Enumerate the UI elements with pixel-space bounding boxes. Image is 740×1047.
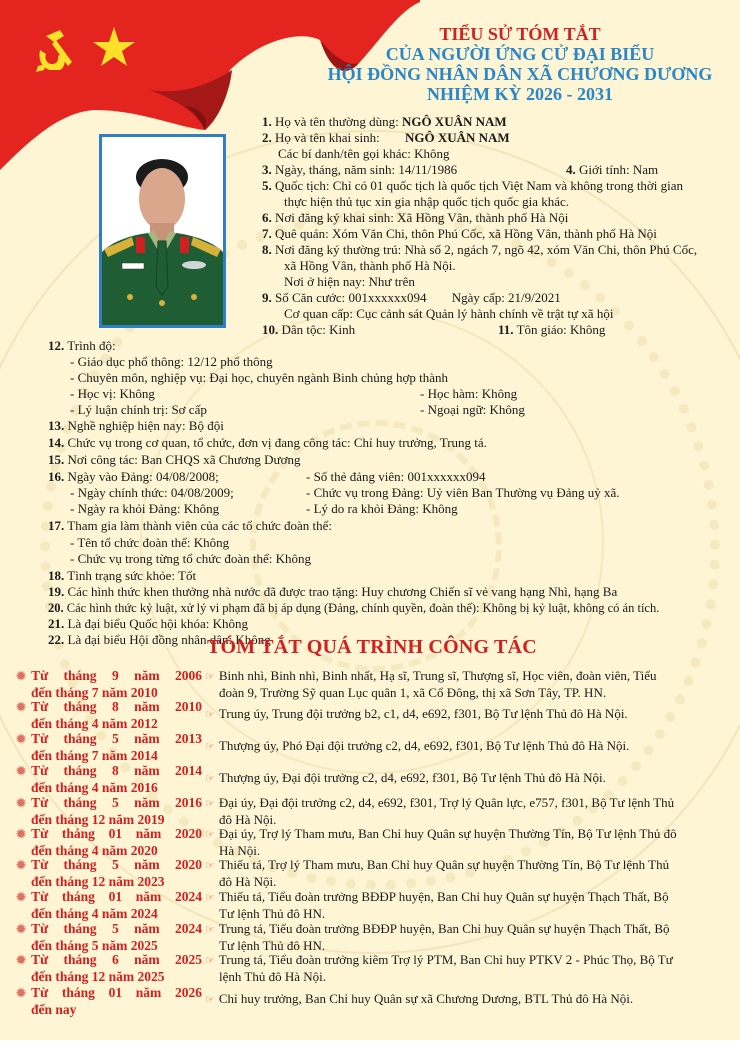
field-discipline — [48, 600, 659, 616]
field-number: 11. — [498, 322, 514, 337]
pointing-hand-icon: ☞ — [205, 671, 215, 683]
career-section-title: TÓM TẮT QUÁ TRÌNH CÔNG TÁC — [207, 636, 537, 658]
career-period — [16, 699, 202, 731]
field-number: 18. — [48, 568, 65, 583]
field-organizations — [48, 518, 332, 534]
career-from-part: 2020 — [174, 826, 202, 841]
career-from-part: tháng — [63, 763, 97, 778]
field-hometown — [262, 226, 657, 242]
career-description — [205, 921, 715, 954]
career-description-line: Thiếu tá, Tiểu đoàn trưởng BĐĐP huyện, Ban Chỉ huy Quân sự huyện Thạch Thất, Bộ — [218, 889, 669, 904]
field-number: 22. — [48, 632, 65, 647]
field-number: 19. — [48, 584, 65, 599]
career-period-from — [16, 985, 202, 1002]
career-from-part: tháng — [63, 668, 97, 683]
career-description — [205, 795, 715, 828]
career-description-line: Tư lệnh Thủ đô HN. — [219, 938, 326, 953]
field-label: Dân tộc: Kinh — [281, 322, 356, 337]
career-from-part: 2014 — [174, 763, 202, 778]
field-current-residence: Nơi ở hiện nay: Như trên — [284, 274, 415, 289]
career-period-from — [16, 795, 202, 812]
career-from-part: năm — [135, 826, 162, 841]
qual-degree: - Học vị: Không — [70, 386, 155, 401]
career-from-part: 01 — [108, 889, 123, 904]
career-description — [205, 738, 715, 755]
career-from-part: năm — [134, 763, 160, 778]
field-nationality — [262, 178, 683, 194]
career-description-line: Thiếu tá, Trợ lý Tham mưu, Ban Chỉ huy Quân sự huyện Thường Tín, Bộ Tư lệnh Thủ — [218, 857, 670, 872]
pointing-hand-icon: ☞ — [205, 955, 215, 967]
qual-general-education: - Giáo dục phổ thông: 12/12 phổ thông — [70, 354, 273, 369]
field-date-of-birth — [262, 162, 457, 178]
career-from-part: năm — [134, 668, 160, 683]
career-description-line: Trung tá, Tiểu đoàn trưởng BĐĐP huyện, Ban Chỉ huy Quân sự huyện Thạch Thất, Bộ — [218, 921, 670, 936]
field-ethnicity — [262, 322, 355, 338]
snowflake-star-icon: ✹ — [16, 858, 27, 872]
title-line-3: HỘI ĐỒNG NHÂN DÂN XÃ CHƯƠNG DƯƠNG — [327, 64, 713, 84]
career-period-to: đến tháng 4 năm 2020 — [31, 842, 158, 858]
career-period — [16, 763, 202, 795]
career-from-part: 01 — [108, 985, 123, 1000]
field-label: Nơi đăng ký khai sinh: Xã Hồng Vân, thành phố Hà Nội — [275, 210, 569, 225]
field-number: 2. — [262, 130, 272, 145]
field-number: 13. — [48, 418, 65, 433]
career-description-line: đoàn 9, Trường Sỹ quan Lục quân 1, xã Cổ Đông, thị xã Sơn Tây, TP. HN. — [219, 685, 607, 700]
career-from-part: năm — [134, 857, 160, 872]
snowflake-star-icon: ✹ — [16, 796, 27, 810]
field-number: 21. — [48, 616, 65, 631]
field-label: Nơi đăng ký thường trú: Nhà số 2, ngách 7, ngõ 42, xóm Văn Chi, thôn Phú Cốc, — [275, 242, 698, 257]
field-nationality-cont: thực hiện thủ tục xin gia nhập quốc tịch quốc gia khác. — [284, 194, 570, 209]
career-from-word: Từ — [31, 731, 49, 746]
title-line-4: NHIỆM KỲ 2026 - 2031 — [427, 84, 613, 104]
career-description-line: Chỉ huy trưởng, Ban Chỉ huy Quân sự xã Chương Dương, BTL Thủ đô Hà Nội. — [218, 991, 634, 1006]
field-common-name — [262, 114, 507, 130]
career-from-word: Từ — [31, 668, 49, 683]
snowflake-star-icon: ✹ — [16, 827, 27, 841]
career-from-part: 5 — [111, 857, 119, 872]
career-description-line: Hà Nội. — [219, 843, 261, 858]
career-from-word: Từ — [31, 952, 49, 967]
pointing-hand-icon: ☞ — [205, 924, 215, 936]
career-description — [205, 857, 715, 890]
field-number: 6. — [262, 210, 272, 225]
career-from-part: tháng — [61, 889, 95, 904]
career-from-part: 2016 — [174, 795, 202, 810]
field-label: Quốc tịch: Chỉ có 01 quốc tịch là quốc tịch Việt Nam và không trong thời gian — [275, 178, 684, 193]
common-name-value: NGÔ XUÂN NAM — [401, 114, 507, 129]
field-number: 8. — [262, 242, 272, 257]
field-id-card — [262, 290, 561, 306]
career-period — [16, 985, 202, 1017]
career-description — [205, 706, 715, 723]
career-period — [16, 921, 202, 953]
pointing-hand-icon: ☞ — [205, 709, 215, 721]
pointing-hand-icon: ☞ — [205, 741, 215, 753]
field-permanent-residence-cont: xã Hồng Vân, thành phố Hà Nội. — [284, 258, 456, 273]
field-number: 3. — [262, 162, 272, 177]
field-label: Giới tính: Nam — [579, 162, 659, 177]
field-gender — [566, 162, 658, 178]
career-description-line: Đại úy, Trợ lý Tham mưu, Ban Chỉ huy Quân sự huyện Thường Tín, Bộ Tư lệnh Thủ đô — [218, 826, 677, 841]
career-period — [16, 668, 202, 700]
career-from-part: tháng — [63, 952, 97, 967]
career-from-part: năm — [134, 952, 160, 967]
career-period-to: đến tháng 4 năm 2024 — [31, 905, 158, 921]
career-from-word: Từ — [31, 921, 49, 936]
field-number: 7. — [262, 226, 272, 241]
snowflake-star-icon: ✹ — [16, 922, 27, 936]
career-description-line: đô Hà Nội. — [219, 874, 277, 889]
field-label: Số Căn cước: 001xxxxxx094 — [275, 290, 427, 305]
career-from-part: tháng — [61, 985, 95, 1000]
career-period — [16, 795, 202, 827]
pointing-hand-icon: ☞ — [205, 860, 215, 872]
career-period-to: đến nay — [31, 1001, 77, 1017]
field-occupation — [48, 418, 224, 434]
career-period — [16, 857, 202, 889]
party-card-number: - Số thẻ đảng viên: 001xxxxxx094 — [306, 469, 486, 484]
career-period — [16, 731, 202, 763]
field-position — [48, 435, 487, 451]
career-period-from — [16, 857, 202, 874]
qual-specialty: - Chuyên môn, nghiệp vụ: Đại học, chuyên ngành Binh chủng hợp thành — [70, 370, 449, 385]
snowflake-star-icon: ✹ — [16, 986, 27, 1000]
career-from-part: 5 — [111, 731, 119, 746]
career-from-part: tháng — [63, 731, 97, 746]
field-permanent-residence — [262, 242, 697, 258]
field-number: 20. — [48, 601, 64, 615]
career-description — [205, 668, 715, 701]
field-label: Trình độ: — [67, 338, 116, 353]
career-description — [205, 952, 715, 985]
career-from-part: 2024 — [174, 889, 202, 904]
field-label: Ngày, tháng, năm sinh: 14/11/1986 — [275, 162, 458, 177]
title-line-2: CỦA NGƯỜI ỨNG CỬ ĐẠI BIỂU — [385, 44, 655, 64]
pointing-hand-icon: ☞ — [205, 773, 215, 785]
id-issue-date: Ngày cấp: 21/9/2021 — [451, 290, 561, 305]
career-from-part: tháng — [63, 921, 97, 936]
career-period — [16, 889, 202, 921]
career-from-word: Từ — [31, 699, 49, 714]
career-from-part: tháng — [63, 857, 97, 872]
career-period-to: đến tháng 7 năm 2014 — [31, 747, 158, 763]
field-label: Là đại biểu Hội đồng nhân dân: Không — [67, 632, 271, 647]
pointing-hand-icon: ☞ — [205, 798, 215, 810]
career-description-line: Trung úy, Trung đội trưởng b2, c1, d4, e692, f301, Bộ Tư lệnh Thủ đô Hà Nội. — [218, 706, 628, 721]
career-period — [16, 826, 202, 858]
career-from-word: Từ — [31, 795, 49, 810]
career-from-word: Từ — [31, 985, 49, 1000]
title-line-1: TIỂU SỬ TÓM TẮT — [439, 24, 601, 44]
career-from-part: 2006 — [174, 668, 202, 683]
field-birth-name — [262, 130, 510, 146]
party-left-reason: - Lý do ra khỏi Đảng: Không — [306, 501, 458, 516]
career-period-to: đến tháng 5 năm 2025 — [31, 937, 158, 953]
career-period-from — [16, 826, 202, 843]
field-number: 9. — [262, 290, 272, 305]
field-label: Các hình thức kỷ luật, xử lý vi phạm đã bị áp dụng (Đảng, chính quyền, đoàn thể): Không bị kỷ luật, không có án tích. — [66, 601, 660, 615]
field-number: 4. — [566, 162, 576, 177]
career-from-part: 2024 — [174, 921, 202, 936]
career-from-part: năm — [135, 985, 162, 1000]
birth-name-value: NGÔ XUÂN NAM — [404, 130, 510, 145]
career-period-to: đến tháng 12 năm 2023 — [31, 873, 165, 889]
qual-academic-title: - Học hàm: Không — [420, 386, 518, 401]
career-period-from — [16, 763, 202, 780]
career-from-word: Từ — [31, 763, 49, 778]
field-label: Nghề nghiệp hiện nay: Bộ đội — [67, 418, 224, 433]
snowflake-star-icon: ✹ — [16, 700, 27, 714]
career-description — [205, 770, 715, 787]
candidate-portrait-photo — [99, 134, 226, 328]
organization-name: - Tên tổ chức đoàn thể: Không — [70, 535, 230, 550]
career-from-part: năm — [134, 731, 160, 746]
career-period-to: đến tháng 12 năm 2025 — [31, 968, 165, 984]
career-from-part: tháng — [63, 795, 97, 810]
pointing-hand-icon: ☞ — [205, 829, 215, 841]
career-from-part: 8 — [111, 699, 119, 714]
field-label: Quê quán: Xóm Văn Chi, thôn Phú Cốc, xã Hồng Vân, thành phố Hà Nội — [275, 226, 657, 241]
field-number: 15. — [48, 452, 65, 467]
career-description — [205, 889, 715, 922]
field-health — [48, 568, 196, 584]
snowflake-star-icon: ✹ — [16, 669, 27, 683]
career-period-from — [16, 889, 202, 906]
career-from-part: 2026 — [174, 985, 202, 1000]
field-label: Nơi công tác: Ban CHQS xã Chương Dương — [67, 452, 301, 467]
career-from-part: 2020 — [174, 857, 202, 872]
field-label: Họ và tên thường dùng: — [275, 114, 402, 129]
career-from-part: 2025 — [174, 952, 202, 967]
field-number: 10. — [262, 322, 279, 337]
field-workplace — [48, 452, 300, 468]
field-label: Các hình thức khen thưởng nhà nước đã được trao tặng: Huy chương Chiến sĩ vẻ vang hạng Nhì, hạng Ba — [67, 584, 618, 599]
career-description-line: lệnh Thủ đô Hà Nội. — [219, 969, 326, 984]
field-number: 17. — [48, 518, 65, 533]
career-from-word: Từ — [31, 889, 49, 904]
career-from-word: Từ — [31, 857, 49, 872]
career-description-line: Thượng úy, Phó Đại đội trưởng c2, d4, e692, f301, Bộ Tư lệnh Thủ đô Hà Nội. — [218, 738, 630, 753]
career-from-part: 2010 — [174, 699, 202, 714]
career-period-to: đến tháng 12 năm 2019 — [31, 811, 165, 827]
career-period-to: đến tháng 7 năm 2010 — [31, 684, 158, 700]
pointing-hand-icon: ☞ — [205, 892, 215, 904]
field-awards — [48, 584, 617, 600]
snowflake-star-icon: ✹ — [16, 890, 27, 904]
career-description-line: Đại úy, Đại đội trưởng c2, d4, e692, f301, Trợ lý Quân lực, e757, f301, Bộ Tư lệnh Thủ — [218, 795, 675, 810]
party-role: - Chức vụ trong Đảng: Uỷ viên Ban Thường vụ Đảng uỷ xã. — [306, 485, 620, 500]
field-label: Là đại biểu Quốc hội khóa: Không — [67, 616, 249, 631]
field-number: 14. — [48, 435, 65, 450]
career-period-to: đến tháng 4 năm 2016 — [31, 779, 158, 795]
field-label: Họ và tên khai sinh: — [275, 130, 380, 145]
field-aliases: Các bí danh/tên gọi khác: Không — [278, 146, 450, 161]
career-description-line: Trung tá, Tiểu đoàn trưởng kiêm Trợ lý PTM, Ban Chỉ huy PTKV 2 - Phúc Thọ, Bộ Tư — [218, 952, 673, 967]
career-from-part: 5 — [111, 795, 119, 810]
career-period-from — [16, 699, 202, 716]
career-from-part: năm — [134, 795, 160, 810]
qual-foreign-language: - Ngoại ngữ: Không — [420, 402, 525, 417]
pointing-hand-icon: ☞ — [205, 994, 215, 1006]
field-national-assembly — [48, 616, 248, 632]
field-party-join-date — [48, 469, 219, 485]
career-from-part: 8 — [111, 763, 119, 778]
career-period-from — [16, 668, 202, 685]
field-label: Tình trạng sức khỏe: Tốt — [67, 568, 197, 583]
snowflake-star-icon: ✹ — [16, 732, 27, 746]
field-label: Ngày vào Đảng: 04/08/2008; — [67, 469, 219, 484]
career-description — [205, 826, 715, 859]
organization-role: - Chức vụ trong từng tổ chức đoàn thể: Không — [70, 551, 312, 566]
field-label: Tôn giáo: Không — [516, 322, 606, 337]
field-number: 5. — [262, 178, 272, 193]
career-from-part: 01 — [108, 826, 123, 841]
party-left-date: - Ngày ra khỏi Đảng: Không — [70, 501, 220, 516]
field-qualifications — [48, 338, 116, 354]
career-period-to: đến tháng 4 năm 2012 — [31, 715, 158, 731]
field-religion — [498, 322, 605, 338]
career-description-line: Binh nhì, Binh nhì, Binh nhất, Hạ sĩ, Trung sĩ, Thượng sĩ, Học viên, đoàn viên, Tiểu — [218, 668, 657, 683]
field-birth-registration — [262, 210, 568, 226]
field-number: 1. — [262, 114, 272, 129]
snowflake-star-icon: ✹ — [16, 764, 27, 778]
qual-political-theory: - Lý luận chính trị: Sơ cấp — [70, 402, 207, 417]
career-period — [16, 952, 202, 984]
career-description — [205, 991, 715, 1008]
snowflake-star-icon: ✹ — [16, 953, 27, 967]
career-description-line: Tư lệnh Thủ đô HN. — [219, 906, 326, 921]
portrait-image — [102, 137, 223, 325]
career-from-part: năm — [134, 699, 160, 714]
field-number: 16. — [48, 469, 65, 484]
career-from-part: 2013 — [174, 731, 202, 746]
field-label: Chức vụ trong cơ quan, tổ chức, đơn vị đang công tác: Chỉ huy trưởng, Trung tá. — [67, 435, 487, 450]
career-from-part: năm — [134, 921, 160, 936]
career-period-from — [16, 731, 202, 748]
field-id-issuer: Cơ quan cấp: Cục cảnh sát Quản lý hành chính về trật tự xã hội — [284, 306, 614, 321]
career-period-from — [16, 952, 202, 969]
career-from-part: tháng — [63, 699, 97, 714]
career-from-word: Từ — [31, 826, 49, 841]
career-from-part: năm — [135, 889, 162, 904]
career-description-line: Thượng úy, Đại đội trưởng c2, d4, e692, f301, Bộ Tư lệnh Thủ đô Hà Nội. — [218, 770, 606, 785]
career-period-from — [16, 921, 202, 938]
career-from-part: 5 — [111, 921, 119, 936]
career-from-part: tháng — [61, 826, 95, 841]
field-number: 12. — [48, 338, 65, 353]
party-official-date: - Ngày chính thức: 04/08/2009; — [70, 485, 234, 500]
field-label: Tham gia làm thành viên của các tổ chức đoàn thể: — [67, 518, 333, 533]
career-from-part: 6 — [111, 952, 119, 967]
career-from-part: 9 — [111, 668, 119, 683]
career-description-line: đô Hà Nội. — [219, 812, 277, 827]
